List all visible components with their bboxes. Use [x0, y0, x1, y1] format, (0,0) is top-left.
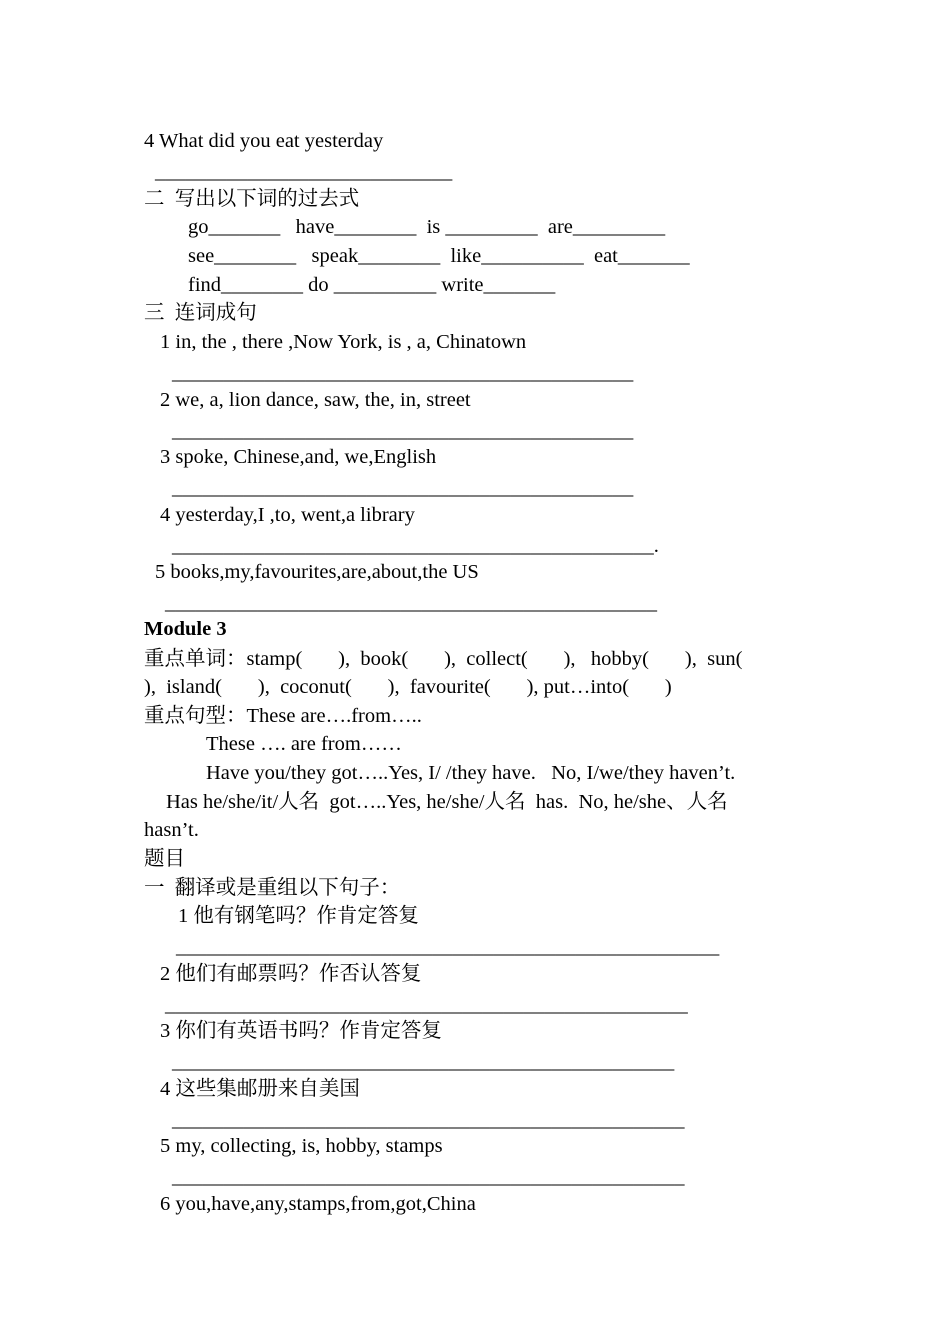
answer-blank: _____________________________________________ — [172, 420, 634, 442]
question-4-text: 4 What did you eat yesterday — [144, 130, 384, 152]
word-order-question: 1 in, the , there ,Now York, is , a, Chinatown — [160, 331, 527, 353]
answer-blank: _______________________________________________. — [172, 535, 659, 557]
word-order-question: 3 spoke, Chinese,and, we,English — [160, 446, 437, 468]
key-vocabulary-line-2: ), island( ), coconut( ), favourite( ), put…into( ) — [144, 676, 672, 698]
word-order-question: 2 we, a, lion dance, saw, the, in, street — [160, 389, 471, 411]
key-patterns-label: 重点句型：These are….from….. — [144, 705, 422, 727]
answer-blank: _____________________________________________ — [172, 362, 634, 384]
answer-blank: _____________________________ — [155, 161, 453, 183]
answer-blank: _____________________________________________________ — [176, 936, 720, 958]
exercises-label: 题目 — [144, 848, 185, 870]
translate-question: 1 他有钢笔吗？作肯定答复 — [178, 905, 419, 927]
section-heading-past-tense: 二 写出以下词的过去式 — [144, 188, 360, 210]
sentence-pattern-continued: hasn’t. — [144, 819, 199, 841]
word-order-question: 5 my, collecting, is, hobby, stamps — [160, 1135, 443, 1157]
word-order-question: 6 you,have,any,stamps,from,got,China — [160, 1193, 476, 1215]
key-vocabulary-line-1: 重点单词：stamp( ), book( ), collect( ), hobby( ), sun( — [144, 648, 743, 670]
translate-question: 3 你们有英语书吗？作肯定答复 — [160, 1020, 442, 1042]
past-tense-row-1: go_______ have________ is _________ are_________ — [188, 216, 666, 238]
past-tense-row-2: see________ speak________ like__________ eat_______ — [188, 245, 690, 267]
answer-blank: _________________________________________________ — [172, 1051, 675, 1073]
answer-blank: __________________________________________________ — [172, 1109, 685, 1131]
section-heading-word-order: 三 连词成句 — [144, 302, 257, 324]
past-tense-row-3: find________ do __________ write_______ — [188, 274, 556, 296]
answer-blank: ___________________________________________________ — [165, 994, 688, 1016]
translate-question: 4 这些集邮册来自美国 — [160, 1078, 360, 1100]
answer-blank: ________________________________________________ — [165, 592, 657, 614]
word-order-question: 4 yesterday,I ,to, went,a library — [160, 504, 415, 526]
answer-blank: _____________________________________________ — [172, 477, 634, 499]
module-title: Module 3 — [144, 618, 227, 640]
word-order-question: 5 books,my,favourites,are,about,the US — [155, 561, 479, 583]
sentence-pattern: Have you/they got…..Yes, I/ /they have. No, I/we/they haven’t. — [206, 762, 736, 784]
sentence-pattern: Has he/she/it/人名 got…..Yes, he/she/人名 has. No, he/she、人名 — [166, 791, 728, 813]
section-heading-translate: 一 翻译或是重组以下句子： — [144, 877, 401, 899]
answer-blank: __________________________________________________ — [172, 1166, 685, 1188]
sentence-pattern: These …. are from…… — [206, 733, 402, 755]
translate-question: 2 他们有邮票吗？作否认答复 — [160, 963, 422, 985]
